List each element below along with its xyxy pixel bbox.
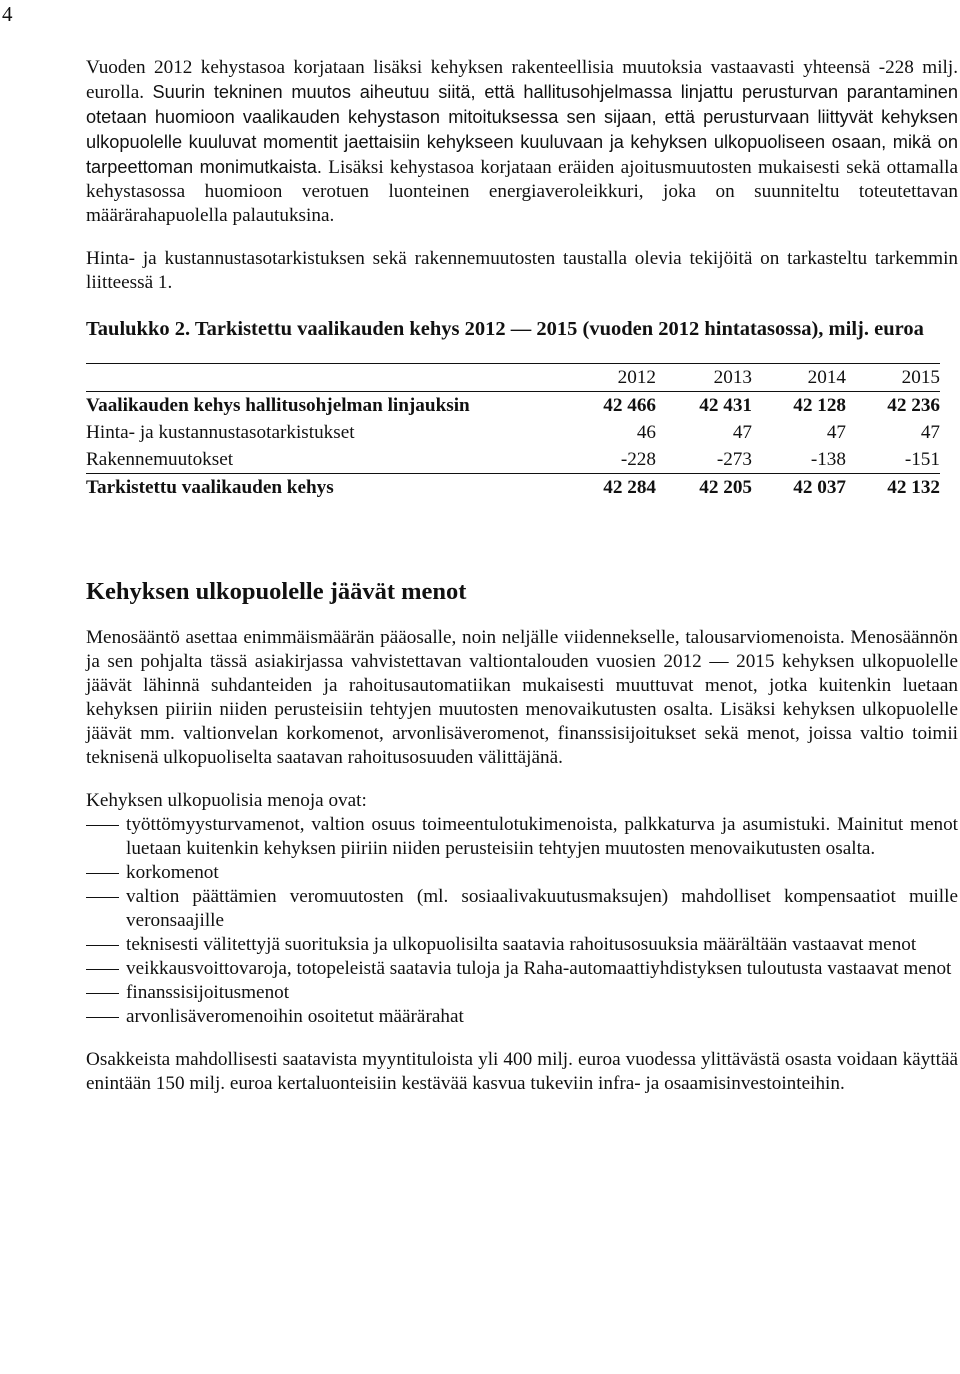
table-cell: 42 132	[887, 476, 940, 498]
year-header: 2012	[560, 364, 656, 392]
dash-bullet	[86, 813, 126, 861]
year-header: 2015	[846, 364, 940, 392]
table-cell: 42 284	[603, 476, 656, 498]
table-cell: -151	[846, 446, 940, 474]
table-cell: -138	[752, 446, 846, 474]
dash-bullet	[86, 957, 126, 981]
row-label: Hinta- ja kustannustasotarkistukset	[86, 421, 355, 443]
table-row	[86, 474, 940, 502]
paragraph-share-sales: Osakkeista mahdollisesti saatavista myyntituloista yli 400 milj. euroa vuodessa ylittävästä osasta voidaan käyttää enintään 150 milj. euroa kertaluonteisiin kestävää kasvua tukeviin infra- ja osaamisinvestointeihin.	[86, 1049, 958, 1094]
dash-bullet	[86, 861, 126, 885]
table-row	[86, 419, 940, 446]
list-item: finanssisijoitusmenot	[86, 981, 958, 1005]
table-caption: Taulukko 2. Tarkistettu vaalikauden kehys 2012 — 2015 (vuoden 2012 hintatasossa), milj. euroa	[86, 318, 924, 340]
table-header-row	[86, 364, 940, 392]
paragraph-sans-text: Suurin tekninen muutos aiheutuu siitä, että hallitusohjelmassa linjattu perusturvan parantaminen otetaan huomioon vaalikauden kehystason mitoituksessa sen sijaan, että perusturvaan liittyvät kehyksen ulkopuolelle kuuluvat momentit jaettaisiin kehykseen kuuluvaan ja kehyksen ulkopuoliseen osaan, mikä on tarpeettoman monimutkaista.	[86, 82, 958, 177]
table-cell: 42 128	[752, 392, 846, 420]
dash-bullet	[86, 1005, 126, 1029]
year-header: 2013	[656, 364, 752, 392]
paragraph-lead-text: Vuoden 2012 kehystasoa korjataan lisäksi kehyksen rakenteellisia muutoksia vastaavasti yhteensä -228 milj. eurolla.	[86, 57, 958, 103]
paragraph-structural-changes	[86, 56, 958, 228]
framework-table	[86, 363, 940, 501]
list-item: korkomenot	[86, 861, 958, 885]
row-label: Vaalikauden kehys hallitusohjelman linjauksin	[86, 392, 560, 420]
table-cell: 42 037	[793, 476, 846, 498]
year-header: 2014	[752, 364, 846, 392]
paragraph-price-adjustments: Hinta- ja kustannustasotarkistuksen sekä rakennemuutosten taustalla olevia tekijöitä on tarkasteltu tarkemmin liitteessä 1.	[86, 248, 958, 293]
list-intro: Kehyksen ulkopuolisia menoja ovat:	[86, 790, 367, 811]
list-item: valtion päättämien veromuutosten (ml. sosiaalivakuutusmaksujen) mahdolliset kompensaatiot muille veronsaajille	[86, 885, 958, 933]
table-cell: 47	[732, 421, 752, 443]
table-cell: 46	[636, 421, 656, 443]
table-cell: 42 236	[846, 392, 940, 420]
row-label: Rakennemuutokset	[86, 446, 560, 474]
paragraph-tail-text: Lisäksi kehystasoa korjataan eräiden ajoitusmuutosten mukaisesti sekä ottamalla kehystasossa huomioon verotuen luonteinen energiaveroleikkuri, joka on suunniteltu toteutettavan määrärahapuolella palautuksina.	[86, 157, 959, 226]
list-item: työttömyysturvamenot, valtion osuus toimeentulotukimenoista, palkkaturva ja asumistuki. Mainitut menot luetaan kuitenkin kehyksen piiriin niiden perusteisiin tehtyjen muutosten menovaikutusten osalta.	[86, 813, 958, 861]
table-cell: -273	[656, 446, 752, 474]
table-cell: 42 466	[560, 392, 656, 420]
excluded-expenditures-list	[86, 813, 958, 1029]
list-item: teknisesti välitettyjä suorituksia ja ulkopuolisilta saatavia rahoitusosuuksia määrältään vastaavat menot	[86, 933, 958, 957]
table-cell: 47	[920, 421, 940, 443]
page-number: 4	[2, 2, 13, 26]
paragraph-spending-rule: Menosääntö asettaa enimmäismäärän pääosalle, noin neljälle viidennekselle, talousarviomenoista. Menosäännön ja sen pohjalta tässä asiakirjassa vahvistettavan valtiontalouden vuosien 2012 — 2015 kehyksen ulkopuolelle jäävät lähinnä suhdanteiden ja rahoitusautomatiikan mukaisesti muuttuvat menot, jotka kuitenkin luetaan kehyksen piiriin niiden perusteisiin tehtyjen muutosten menovaikutusten osalta. Lisäksi kehyksen ulkopuolelle jäävät mm. valtionvelan korkomenot, arvonlisäveromenot, finanssisijoitukset sekä menot, joissa valtio toimii teknisenä ulkopuoliselta saatavan rahoitusosuuden välittäjänä.	[86, 627, 958, 768]
dash-bullet	[86, 885, 126, 933]
table-row	[86, 392, 940, 420]
section-heading: Kehyksen ulkopuolelle jäävät menot	[86, 578, 467, 605]
list-item: veikkausvoittovaroja, totopeleistä saatavia tuloja ja Raha-automaattiyhdistyksen tuloutusta vastaavat menot	[86, 957, 958, 981]
document-body	[86, 56, 958, 1096]
dash-bullet	[86, 981, 126, 1005]
table-row	[86, 446, 940, 474]
table-cell: 47	[826, 421, 846, 443]
row-label: Tarkistettu vaalikauden kehys	[86, 476, 334, 498]
table-cell: -228	[560, 446, 656, 474]
table-cell: 42 205	[699, 476, 752, 498]
dash-bullet	[86, 933, 126, 957]
list-item: arvonlisäveromenoihin osoitetut määrärahat	[86, 1005, 958, 1029]
table-cell: 42 431	[656, 392, 752, 420]
